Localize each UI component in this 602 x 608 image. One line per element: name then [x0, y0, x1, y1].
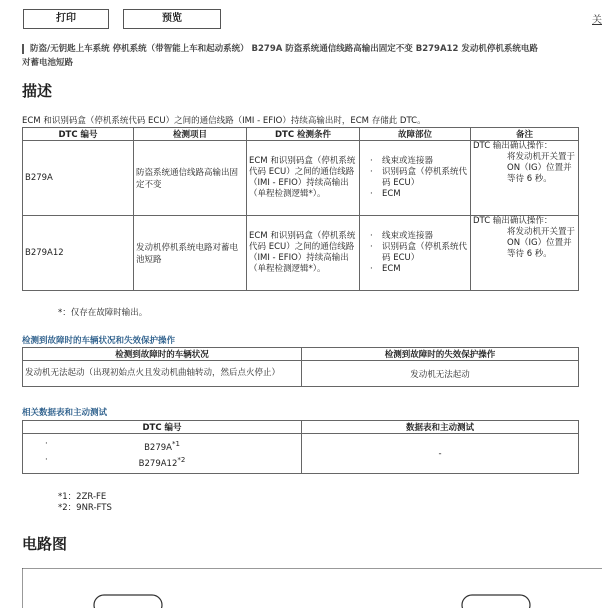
data-codes	[23, 434, 302, 474]
dtc-code: B279A12	[23, 216, 134, 291]
data-code: B279A12	[138, 458, 178, 469]
footnote: *：仅存在故障时输出。	[58, 308, 148, 318]
breadcrumb-bar	[22, 44, 24, 54]
fail-section-title: 检测到故障时的车辆状况和失效保护操作	[22, 336, 176, 346]
data-section-title: 相关数据表和主动测试	[22, 408, 108, 418]
dtc-item: 发动机停机系统电路对蓄电池短路	[134, 216, 247, 291]
engine-notes	[58, 492, 112, 514]
list-item: · ECM	[382, 264, 468, 275]
fail-header-status: 检测到故障时的车辆状况	[23, 348, 302, 361]
fail-action: 发动机无法起动	[302, 361, 579, 387]
dtc-header-condition: DTC 检测条件	[247, 128, 360, 141]
dtc-item: 防盗系统通信线路高输出固定不变	[134, 141, 247, 216]
table-row	[23, 434, 579, 474]
table-row	[23, 141, 579, 216]
close-link[interactable]: 关	[592, 15, 602, 26]
table-row	[23, 216, 579, 291]
print-button[interactable]: 打印	[23, 9, 109, 29]
dtc-note-head: DTC 输出确认操作：	[473, 141, 553, 151]
breadcrumb-line-1: 防盗/无钥匙上车系统 停机系统（带智能上车和起动系统） B279A 防盗系统通信线路高输出固定不变 B279A12 发动机停机系统电路	[30, 44, 538, 54]
dtc-header-code: DTC 编号	[23, 128, 134, 141]
data-code: B279A	[144, 442, 172, 453]
engine-note-2: *2：9NR-FTS	[58, 503, 112, 513]
list-item: · ECM	[382, 189, 468, 200]
diagram-component-right	[462, 595, 530, 608]
dtc-note-body: 将发动机开关置于 ON（IG）位置并等待 6 秒。	[507, 152, 576, 184]
breadcrumb-line-2: 对蓄电池短路	[22, 58, 74, 68]
dtc-header-note: 备注	[471, 128, 579, 141]
list-item: · B279A12$^{*2}$	[45, 454, 186, 469]
circuit-diagram	[22, 568, 602, 608]
dtc-header-item: 检测项目	[134, 128, 247, 141]
fail-header-action: 检测到故障时的失效保护操作	[302, 348, 579, 361]
dtc-code: B279A	[23, 141, 134, 216]
diagram-component-left	[94, 595, 162, 608]
description-text: ECM 和识别码盒（停机系统代码 ECU）之间的通信线路（IMI - EFIO）持续高输出时，ECM 存储此 DTC。	[22, 116, 426, 126]
dtc-note	[471, 141, 579, 216]
section-title-circuit: 电路图	[22, 535, 68, 553]
data-code-sup: *1	[171, 439, 180, 448]
dtc-note	[471, 216, 579, 291]
list-item: · 线束或连接器	[382, 231, 468, 242]
section-title-description: 描述	[22, 82, 53, 100]
dtc-note-head: DTC 输出确认操作：	[473, 216, 553, 226]
data-value: -	[302, 434, 579, 474]
dtc-parts	[360, 141, 471, 216]
data-header-code: DTC 编号	[23, 421, 302, 434]
list-item: · 识别码盒（停机系统代码 ECU）	[382, 167, 468, 189]
dtc-condition: ECM 和识别码盒（停机系统代码 ECU）之间的通信线路（IMI - EFIO）持续高输出（单程检测逻辑*）。	[247, 216, 360, 291]
dtc-note-body: 将发动机开关置于 ON（IG）位置并等待 6 秒。	[507, 227, 576, 259]
fail-status: 发动机无法起动（出现初始点火且发动机曲轴转动，然后点火停止）	[23, 361, 302, 387]
list-item: · $B279A^{*1}$	[45, 438, 180, 453]
fail-table	[22, 347, 579, 387]
data-code-sup: *2	[177, 455, 186, 464]
engine-note-1: *1：2ZR-FE	[58, 492, 107, 502]
data-table	[22, 420, 579, 474]
dtc-header-part: 故障部位	[360, 128, 471, 141]
dtc-parts	[360, 216, 471, 291]
preview-button[interactable]: 预览	[123, 9, 221, 29]
dtc-condition: ECM 和识别码盒（停机系统代码 ECU）之间的通信线路（IMI - EFIO）持续高输出（单程检测逻辑*）。	[247, 141, 360, 216]
dtc-table	[22, 127, 579, 291]
table-row	[23, 361, 579, 387]
list-item: · 线束或连接器	[382, 156, 468, 167]
data-header-test: 数据表和主动测试	[302, 421, 579, 434]
list-item: · 识别码盒（停机系统代码 ECU）	[382, 242, 468, 264]
